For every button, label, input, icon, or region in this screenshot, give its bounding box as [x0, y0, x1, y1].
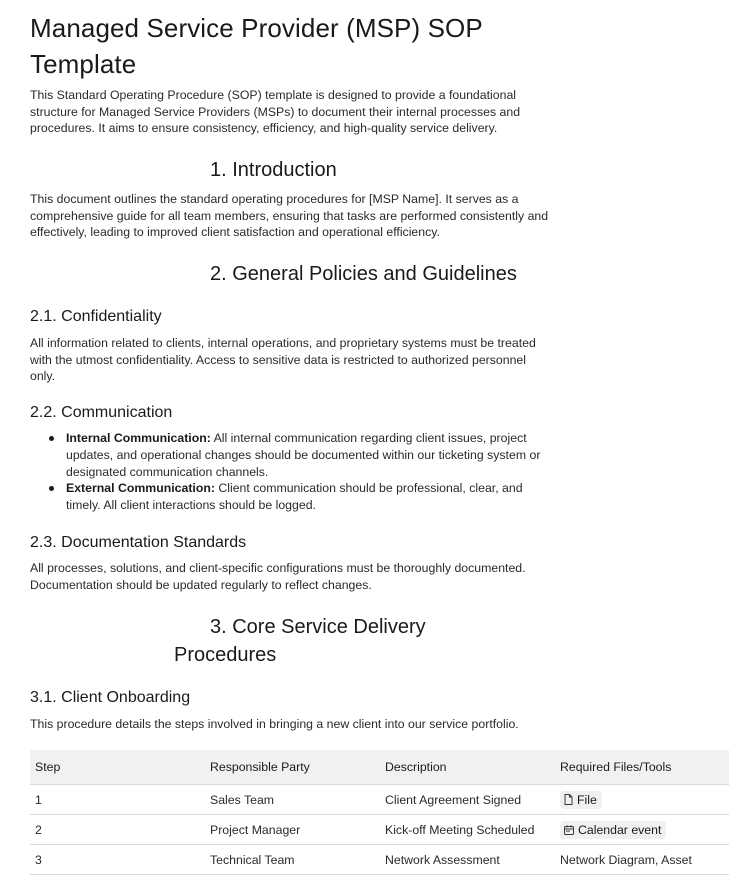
- file-icon: [564, 794, 573, 805]
- intro-paragraph: This Standard Operating Procedure (SOP) template is designed to provide a foundational structure for Managed Service Providers (MSPs) to document their internal processes and procedures. It aims to ensure consistency, efficiency, and high-quality service delivery.: [30, 88, 521, 135]
- calendar-event-chip[interactable]: [560, 821, 666, 839]
- document-title: Managed Service Provider (MSP) SOP Template: [30, 13, 483, 79]
- calendar-chip-label: Calendar event: [578, 822, 662, 837]
- cell-step: 3: [30, 845, 205, 875]
- subsection-heading-communication: 2.2. Communication: [30, 404, 173, 421]
- list-item: [66, 430, 550, 480]
- onboarding-table: [30, 750, 729, 875]
- onboarding-paragraph: This procedure details the steps involved in bringing a new client into our service portfolio.: [30, 717, 519, 731]
- section-heading-core-line2: Procedures: [174, 644, 277, 666]
- introduction-paragraph: This document outlines the standard operating procedures for [MSP Name]. It serves as a comprehensive guide for all team members, ensuring that tasks are performed consistently and effectively, leading to improved client satisfaction and operational efficiency.: [30, 192, 549, 239]
- column-header-required-files: Required Files/Tools: [555, 750, 729, 785]
- file-chip-label: File: [577, 792, 597, 807]
- cell-tool: Network Diagram, Asset: [555, 845, 729, 875]
- list-item-text: All internal communication regarding client issues, project updates, and operational changes should be documented within our ticketing system or designated communication channels.: [66, 431, 541, 479]
- cell-description: Network Assessment: [380, 845, 555, 875]
- column-header-step: Step: [30, 750, 205, 785]
- documentation-paragraph: All processes, solutions, and client-specific configurations must be thoroughly documented. Documentation should be updated regularly to reflect changes.: [30, 561, 526, 592]
- section-heading-core-line1: 3. Core Service Delivery: [210, 616, 426, 638]
- cell-step: 1: [30, 785, 205, 815]
- section-heading-policies: 2. General Policies and Guidelines: [210, 263, 517, 285]
- cell-tool: [555, 785, 729, 815]
- cell-description: Kick-off Meeting Scheduled: [380, 815, 555, 845]
- subsection-heading-onboarding: 3.1. Client Onboarding: [30, 689, 191, 706]
- cell-party: Project Manager: [205, 815, 380, 845]
- column-header-description: Description: [380, 750, 555, 785]
- file-chip[interactable]: [560, 791, 602, 809]
- cell-party: Technical Team: [205, 845, 380, 875]
- cell-step: 2: [30, 815, 205, 845]
- calendar-icon: [564, 825, 574, 835]
- list-item-text: Client communication should be professional, clear, and timely. All client interactions should be logged.: [66, 481, 523, 513]
- communication-list: [30, 430, 550, 514]
- cell-party: Sales Team: [205, 785, 380, 815]
- subsection-heading-documentation: 2.3. Documentation Standards: [30, 534, 247, 551]
- cell-description: Client Agreement Signed: [380, 785, 555, 815]
- list-item-label: External Communication:: [66, 481, 215, 496]
- list-item: [66, 480, 550, 514]
- table-row: [30, 815, 729, 845]
- list-item-label: Internal Communication:: [66, 431, 211, 445]
- section-heading-introduction: 1. Introduction: [210, 159, 337, 181]
- confidentiality-paragraph: All information related to clients, internal operations, and proprietary systems must be treated with the utmost confidentiality. Access to sensitive data is restricted to authorized personnel only.: [30, 336, 536, 383]
- table-row: [30, 845, 729, 875]
- subsection-heading-confidentiality: 2.1. Confidentiality: [30, 308, 162, 325]
- table-header-row: [30, 750, 729, 785]
- cell-tool: [555, 815, 729, 845]
- table-row: [30, 785, 729, 815]
- column-header-responsible-party: Responsible Party: [205, 750, 380, 785]
